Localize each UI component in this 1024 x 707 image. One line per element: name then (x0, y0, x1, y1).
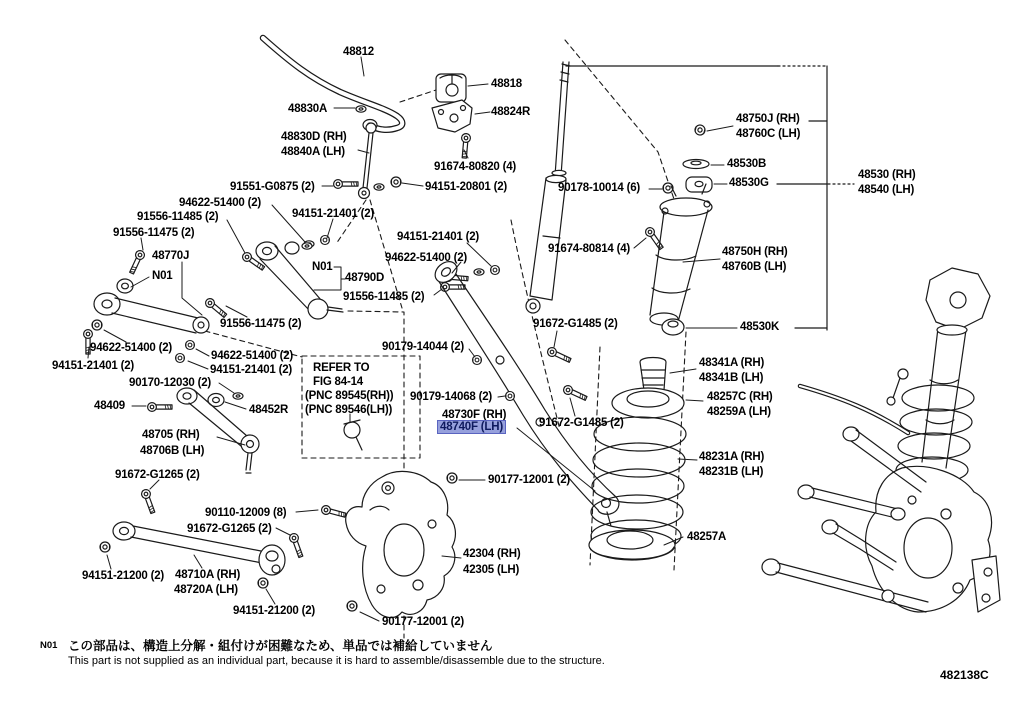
part-label-94151-20801: 94151-20801 (2) (425, 181, 508, 193)
nut-94151-21200-l (100, 542, 110, 552)
part-label-48840a: 48840A (LH) (281, 146, 345, 158)
part-label-48770j: 48770J (152, 250, 190, 262)
assembled-suspension-view (762, 268, 1000, 612)
support-strut (644, 124, 712, 325)
bolt-91672-g1485-l (562, 384, 588, 402)
upper-arm-48790d (256, 236, 343, 320)
part-label-48730f: 48730F (RH) (442, 409, 507, 421)
bolt-91672-g1265-l (288, 532, 305, 558)
part-label-48341a: 48341A (RH) (699, 357, 765, 369)
part-label-48830a: 48830A (288, 103, 328, 115)
part-label-94622-51400-l2: 94622-51400 (2) (211, 350, 294, 362)
axle-carrier-knuckle (346, 471, 456, 617)
stabilizer-link (359, 123, 377, 199)
part-label-42305: 42305 (LH) (463, 564, 520, 576)
part-label-94151-21401-c: 94151-21401 (2) (397, 231, 480, 243)
part-label-48259a: 48259A (LH) (707, 406, 771, 418)
part-label-48231b: 48231B (LH) (699, 466, 764, 478)
part-label-refer-2: FIG 84-14 (313, 376, 363, 388)
part-label-48257c: 48257C (RH) (707, 391, 773, 403)
bolt-91672-g1485-u (546, 346, 572, 364)
bolt-91556-11475 (128, 249, 146, 275)
part-label-42304: 42304 (RH) (463, 548, 521, 560)
stabilizer-bracket (432, 100, 472, 132)
part-label-48231a: 48231A (RH) (699, 451, 765, 463)
washer-94622 (302, 243, 312, 249)
part-label-48409: 48409 (94, 400, 125, 412)
bolt-91672-g1265-u (140, 488, 157, 514)
part-label-48530: 48530 (RH) (858, 169, 916, 181)
part-label-48818: 48818 (491, 78, 522, 90)
part-label-48824r: 48824R (491, 106, 531, 118)
part-label-91672-g1485-l: 91672-G1485 (2) (539, 417, 624, 429)
part-label-94622-51400-c: 94622-51400 (2) (385, 252, 468, 264)
bolt-90110-12009 (321, 505, 347, 520)
part-label-91556-11485-ul: 91556-11485 (2) (137, 211, 219, 223)
part-label-90170-12030: 90170-12030 (2) (129, 377, 212, 389)
nut-90177-u (447, 473, 457, 483)
part-label-48760c: 48760C (LH) (736, 128, 801, 140)
document-code: 482138C (940, 668, 989, 682)
part-label-90177-12001-u: 90177-12001 (2) (488, 474, 571, 486)
part-label-48530b: 48530B (727, 158, 767, 170)
part-label-94151-21401-l2: 94151-21401 (2) (210, 364, 293, 376)
part-label-91672-g1265-u: 91672-G1265 (2) (115, 469, 200, 481)
part-label-90179-14044: 90179-14044 (2) (382, 341, 465, 353)
part-label-90179-14068: 90179-14068 (2) (410, 391, 493, 403)
part-label-48750h: 48750H (RH) (722, 246, 788, 258)
group-bracket-48530 (566, 66, 827, 330)
part-label-91556-11475-ul: 91556-11475 (2) (113, 227, 195, 239)
part-label-refer-1: REFER TO (313, 362, 370, 374)
part-label-n01-center: N01 (312, 261, 333, 273)
stabilizer-bar (263, 38, 402, 131)
part-label-refer-4: (PNC 89546(LH)) (305, 404, 393, 416)
part-label-48706b: 48706B (LH) (140, 445, 205, 457)
part-label-91551-g0875: 91551-G0875 (2) (230, 181, 315, 193)
part-label-91674-80820: 91674-80820 (4) (434, 161, 517, 173)
part-label-90178-10014: 90178-10014 (6) (558, 182, 641, 194)
washer-94151-c (474, 269, 484, 275)
part-label-n01-left: N01 (152, 270, 173, 282)
bracket-bolt (460, 133, 471, 158)
stabilizer-washer (356, 106, 366, 112)
note-text-japanese: この部品は、構造上分解・組付けが困難なため、単品では補給していません (68, 639, 493, 653)
nut-94151-c (491, 266, 500, 275)
spring-insulator-upper (612, 388, 684, 418)
link-washer (374, 184, 384, 190)
part-label-94151-21200-l: 94151-21200 (2) (82, 570, 165, 582)
cushion-48530k (662, 319, 684, 335)
part-label-90177-12001-l: 90177-12001 (2) (382, 616, 465, 628)
part-label-48710a: 48710A (RH) (175, 569, 241, 581)
part-label-91672-g1265-l: 91672-G1265 (2) (187, 523, 272, 535)
bolt-48409 (148, 403, 172, 412)
part-label-94151-21401-ul: 94151-21401 (2) (292, 208, 375, 220)
part-label-91556-11475-b: 91556-11475 (2) (220, 318, 302, 330)
part-label-48341b: 48341B (LH) (699, 372, 764, 384)
part-label-refer-3: (PNC 89545(RH)) (305, 390, 394, 402)
part-label-48740f: 48740F (LH) (440, 421, 503, 433)
part-label-90110-12009: 90110-12009 (8) (205, 507, 287, 519)
nut-94151-21200-r (258, 578, 268, 588)
part-label-48830d: 48830D (RH) (281, 131, 347, 143)
part-label-48812: 48812 (343, 46, 374, 58)
part-label-91674-80814: 91674-80814 (4) (548, 243, 631, 255)
nut-94622-l1 (92, 320, 102, 330)
link-nut (391, 177, 401, 187)
note-tag: N01 (40, 640, 58, 651)
note-text-english: This part is not supplied as an individual part, because it is hard to assemble/disassemble due to the structure. (68, 655, 605, 667)
part-label-94151-21200-r: 94151-21200 (2) (233, 605, 316, 617)
part-label-48705: 48705 (RH) (142, 429, 200, 441)
bolt-91556-11475-b (204, 297, 228, 319)
part-label-48760b: 48760B (LH) (722, 261, 787, 273)
washer-90170 (233, 393, 243, 399)
part-label-48540: 48540 (LH) (858, 184, 915, 196)
part-label-48750j: 48750J (RH) (736, 113, 800, 125)
part-label-48257a: 48257A (687, 531, 727, 543)
part-label-48530k: 48530K (740, 321, 780, 333)
part-label-48452r: 48452R (249, 404, 289, 416)
nut-94622-l2 (186, 341, 195, 350)
part-label-94622-51400-l1: 94622-51400 (2) (90, 342, 173, 354)
part-label-91556-11485-r: 91556-11485 (2) (343, 291, 425, 303)
nut-94151-l2 (176, 354, 185, 363)
nut-90177-l (347, 601, 357, 611)
link-bolt (334, 180, 358, 189)
part-label-48790d: 48790D (345, 272, 385, 284)
nut-90179-14068 (506, 392, 515, 401)
spring-seat-lower (589, 530, 675, 560)
nut-90179-14044 (473, 356, 482, 365)
part-label-91672-g1485-u: 91672-G1485 (2) (533, 318, 618, 330)
ball-joint-sketch (344, 420, 362, 450)
part-label-48530g: 48530G (729, 177, 769, 189)
part-label-94151-21401-l1: 94151-21401 (2) (52, 360, 135, 372)
part-label-94622-51400-ul: 94622-51400 (2) (179, 197, 262, 209)
part-label-48720a: 48720A (LH) (174, 584, 238, 596)
stabilizer-bushing (436, 74, 466, 102)
